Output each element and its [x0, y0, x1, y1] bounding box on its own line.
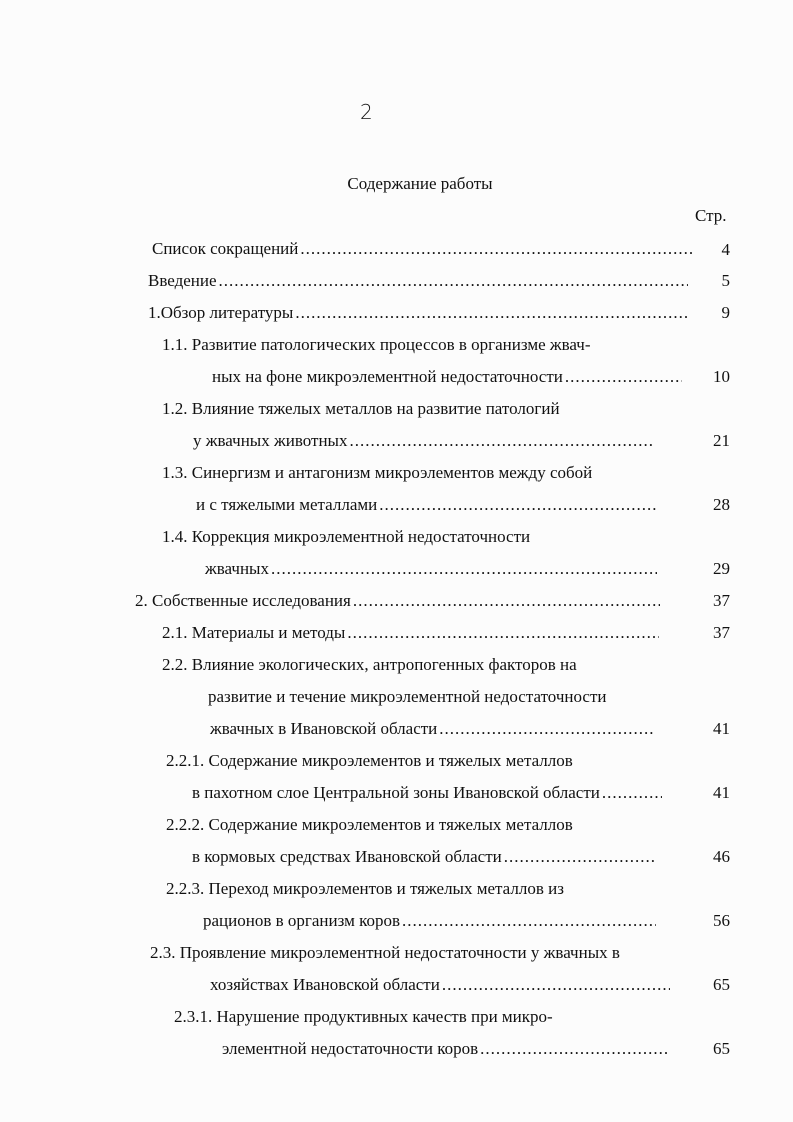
toc-entry-page: 4 [721, 240, 730, 259]
toc-entry [166, 878, 564, 900]
leader-dots [219, 270, 688, 292]
toc-entry [148, 270, 688, 292]
leader-dots [480, 1038, 670, 1060]
toc-entry-label: 1.3. Синергизм и антагонизм микроэлементов между собой [162, 463, 593, 482]
leader-dots [602, 782, 662, 804]
toc-entry-label: жвачных в Ивановской области [210, 719, 438, 738]
leader-dots [442, 974, 670, 996]
toc-entry-page: 21 [713, 431, 730, 450]
pages-column-header: Стр. [695, 206, 727, 225]
leader-dots [300, 238, 692, 260]
leader-dots [347, 622, 659, 644]
toc-entry [162, 654, 577, 676]
toc-entry-label: Список сокращений [152, 239, 299, 258]
toc-entry-page: 28 [713, 495, 730, 514]
toc-entry-label: 2.3.1. Нарушение продуктивных качеств при микро- [174, 1007, 553, 1026]
toc-entry-page: 37 [713, 591, 730, 610]
toc-entry-label: и с тяжелыми металлами [196, 495, 378, 514]
toc-entry-label: 2.1. Материалы и методы [162, 623, 346, 642]
toc-entry [152, 238, 692, 260]
toc-entry [162, 334, 591, 356]
toc-entry-label: 1.4. Коррекция микроэлементной недостаточности [162, 527, 531, 546]
leader-dots [565, 366, 682, 388]
toc-entry [162, 622, 659, 644]
leader-dots [349, 430, 655, 452]
toc-entry-label: ных на фоне микроэлементной недостаточности [212, 367, 563, 386]
toc-entry-continuation [196, 494, 658, 516]
toc-entry-page: 41 [713, 719, 730, 738]
toc-entry-page: 46 [713, 847, 730, 866]
leader-dots [353, 590, 660, 612]
toc-entry-label: 2. Собственные исследования [135, 591, 351, 610]
leader-dots [295, 302, 688, 324]
toc-title: Содержание работы [347, 174, 493, 193]
toc-entry-continuation [208, 686, 607, 708]
toc-entry-continuation [210, 718, 655, 740]
toc-entry-label: 2.2.2. Содержание микроэлементов и тяжелых металлов [166, 815, 573, 834]
toc-entry-label: элементной недостаточности коров [222, 1039, 479, 1058]
toc-entry [166, 750, 573, 772]
toc-entry-label: развитие и течение микроэлементной недостаточности [208, 687, 607, 706]
toc-entry-continuation [192, 846, 657, 868]
toc-entry-continuation [212, 366, 682, 388]
page-number: 2 [360, 100, 373, 124]
toc-entry-page: 37 [713, 623, 730, 642]
toc-entry-label: в кормовых средствах Ивановской области [192, 847, 502, 866]
toc-entry-continuation [210, 974, 670, 996]
toc-entry-label: 1.1. Развитие патологических процессов в организме жвач- [162, 335, 591, 354]
toc-entry-page: 5 [721, 271, 730, 290]
toc-entry-label: хозяйствах Ивановской области [210, 975, 440, 994]
toc-entry-continuation [203, 910, 656, 932]
leader-dots [271, 558, 657, 580]
toc-entry-continuation [192, 782, 662, 804]
toc-entry-page: 56 [713, 911, 730, 930]
toc-entry-continuation [193, 430, 655, 452]
toc-entry-label: 2.2. Влияние экологических, антропогенных факторов на [162, 655, 577, 674]
leader-dots [402, 910, 656, 932]
toc-entry-page: 29 [713, 559, 730, 578]
toc-entry [162, 526, 530, 548]
toc-entry-label: в пахотном слое Центральной зоны Ивановской области [192, 783, 600, 802]
toc-entry [162, 398, 560, 420]
toc-entry-label: 1.Обзор литературы [148, 303, 294, 322]
toc-entry [166, 814, 573, 836]
toc-entry-continuation [222, 1038, 670, 1060]
toc-entry-label: 1.2. Влияние тяжелых металлов на развитие патологий [162, 399, 560, 418]
leader-dots [439, 718, 655, 740]
toc-entry-label: 2.2.1. Содержание микроэлементов и тяжелых металлов [166, 751, 573, 770]
toc-entry-page: 65 [713, 975, 730, 994]
toc-entry-page: 10 [713, 367, 730, 386]
toc-entry [135, 590, 660, 612]
toc-entry [150, 942, 620, 964]
toc-entry-page: 9 [721, 303, 730, 322]
toc-entry [148, 302, 688, 324]
toc-entry-continuation [205, 558, 657, 580]
toc-entry [174, 1006, 553, 1028]
toc-entry [162, 462, 592, 484]
toc-entry-page: 41 [713, 783, 730, 802]
toc-entry-label: 2.2.3. Переход микроэлементов и тяжелых металлов из [166, 879, 564, 898]
toc-entry-label: рационов в организм коров [203, 911, 401, 930]
leader-dots [379, 494, 658, 516]
toc-entry-label: у жвачных животных [193, 431, 348, 450]
toc-entry-page: 65 [713, 1039, 730, 1058]
leader-dots [504, 846, 657, 868]
toc-entry-label: 2.3. Проявление микроэлементной недостаточности у жвачных в [150, 943, 620, 962]
toc-entry-label: жвачных [205, 559, 269, 578]
toc-entry-label: Введение [148, 271, 217, 290]
